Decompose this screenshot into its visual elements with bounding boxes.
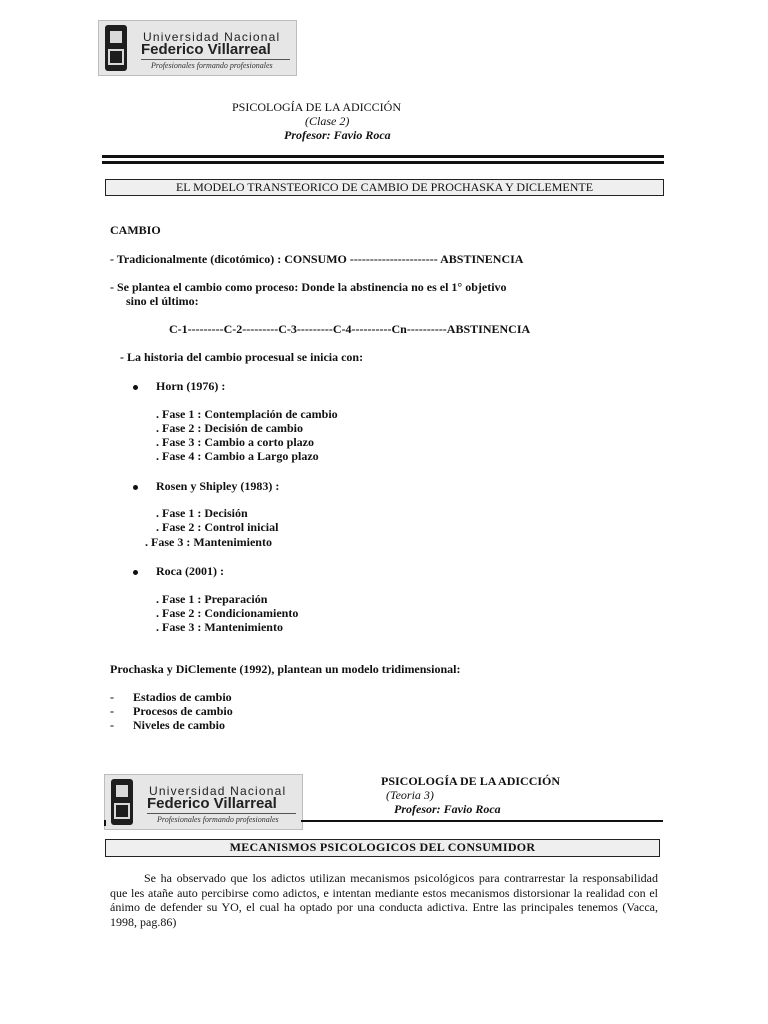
- list-item: Procesos de cambio: [133, 704, 233, 718]
- phase-item: . Fase 1 : Decisión: [156, 506, 248, 520]
- divider-rule: [102, 155, 664, 158]
- university-emblem-icon: [105, 25, 127, 71]
- list-item: Estadios de cambio: [133, 690, 232, 704]
- bullet-icon: [133, 570, 138, 575]
- process-line-continued: sino el último:: [126, 294, 199, 308]
- divider-rule: [104, 820, 106, 826]
- phase-item: . Fase 3 : Mantenimiento: [156, 620, 283, 634]
- section-title-box: EL MODELO TRANSTEORICO DE CAMBIO DE PROCHASKA Y DICLEMENTE: [105, 179, 664, 196]
- model-name: Rosen y Shipley (1983) :: [156, 479, 280, 493]
- course-title: PSICOLOGÍA DE LA ADICCIÓN: [232, 100, 402, 114]
- phase-item: . Fase 1 : Contemplación de cambio: [156, 407, 338, 421]
- phase-item: . Fase 3 : Cambio a corto plazo: [156, 435, 314, 449]
- professor-label: Profesor: Favio Roca: [394, 802, 501, 816]
- logo-line-2: Federico Villarreal: [141, 41, 271, 58]
- professor-label: Profesor: Favio Roca: [284, 128, 391, 142]
- university-logo: Universidad Nacional Federico Villarreal Profesionales formando profesionales: [104, 774, 303, 830]
- prochaska-intro: Prochaska y DiClemente (1992), plantean un modelo tridimensional:: [110, 662, 461, 676]
- section-heading: CAMBIO: [110, 223, 161, 237]
- traditional-line: - Tradicionalmente (dicotómico) : CONSUMO ---------------------- ABSTINENCIA: [110, 252, 524, 266]
- phase-item: . Fase 4 : Cambio a Largo plazo: [156, 449, 319, 463]
- logo-line-1: Universidad Nacional: [143, 30, 281, 44]
- history-line: - La historia del cambio procesual se inicia con:: [120, 350, 364, 364]
- bullet-icon: [133, 385, 138, 390]
- model-name: Horn (1976) :: [156, 379, 226, 393]
- divider-rule: [301, 820, 663, 822]
- phase-item: . Fase 2 : Decisión de cambio: [156, 421, 303, 435]
- university-emblem-icon: [111, 779, 133, 825]
- divider-rule: [102, 161, 664, 164]
- phase-item: . Fase 2 : Control inicial: [156, 520, 279, 534]
- model-name: Roca (2001) :: [156, 564, 224, 578]
- section-title-box: MECANISMOS PSICOLOGICOS DEL CONSUMIDOR: [105, 839, 660, 857]
- class-label: (Clase 2): [305, 114, 350, 128]
- university-logo: [98, 20, 297, 76]
- phase-item: . Fase 1 : Preparación: [156, 592, 268, 606]
- phase-item: . Fase 3 : Mantenimiento: [145, 535, 272, 549]
- process-line: - Se plantea el cambio como proceso: Donde la abstinencia no es el 1° objetivo: [110, 280, 507, 294]
- list-item: Niveles de cambio: [133, 718, 225, 732]
- change-sequence: C-1---------C-2---------C-3---------C-4----------Cn----------ABSTINENCIA: [169, 322, 531, 336]
- bullet-icon: [133, 485, 138, 490]
- list-dash: -: [110, 690, 114, 704]
- logo-tagline: Profesionales formando profesionales: [151, 61, 273, 70]
- course-title: PSICOLOGÍA DE LA ADICCIÓN: [381, 774, 561, 788]
- body-paragraph: Se ha observado que los adictos utilizan mecanismos psicológicos para contrarrestar la responsabilidad que les atañe auto percibirse como adictos, e intentan mediante estos mecanismos distorsionar la realidad con el ánimo de defender su YO, el cual ha optado por una conducta adictiva. Entre las principales tenemos (Vacca, 1998, pag.86): [110, 871, 658, 929]
- class-label: (Teoria 3): [386, 788, 434, 802]
- list-dash: -: [110, 704, 114, 718]
- phase-item: . Fase 2 : Condicionamiento: [156, 606, 299, 620]
- list-dash: -: [110, 718, 114, 732]
